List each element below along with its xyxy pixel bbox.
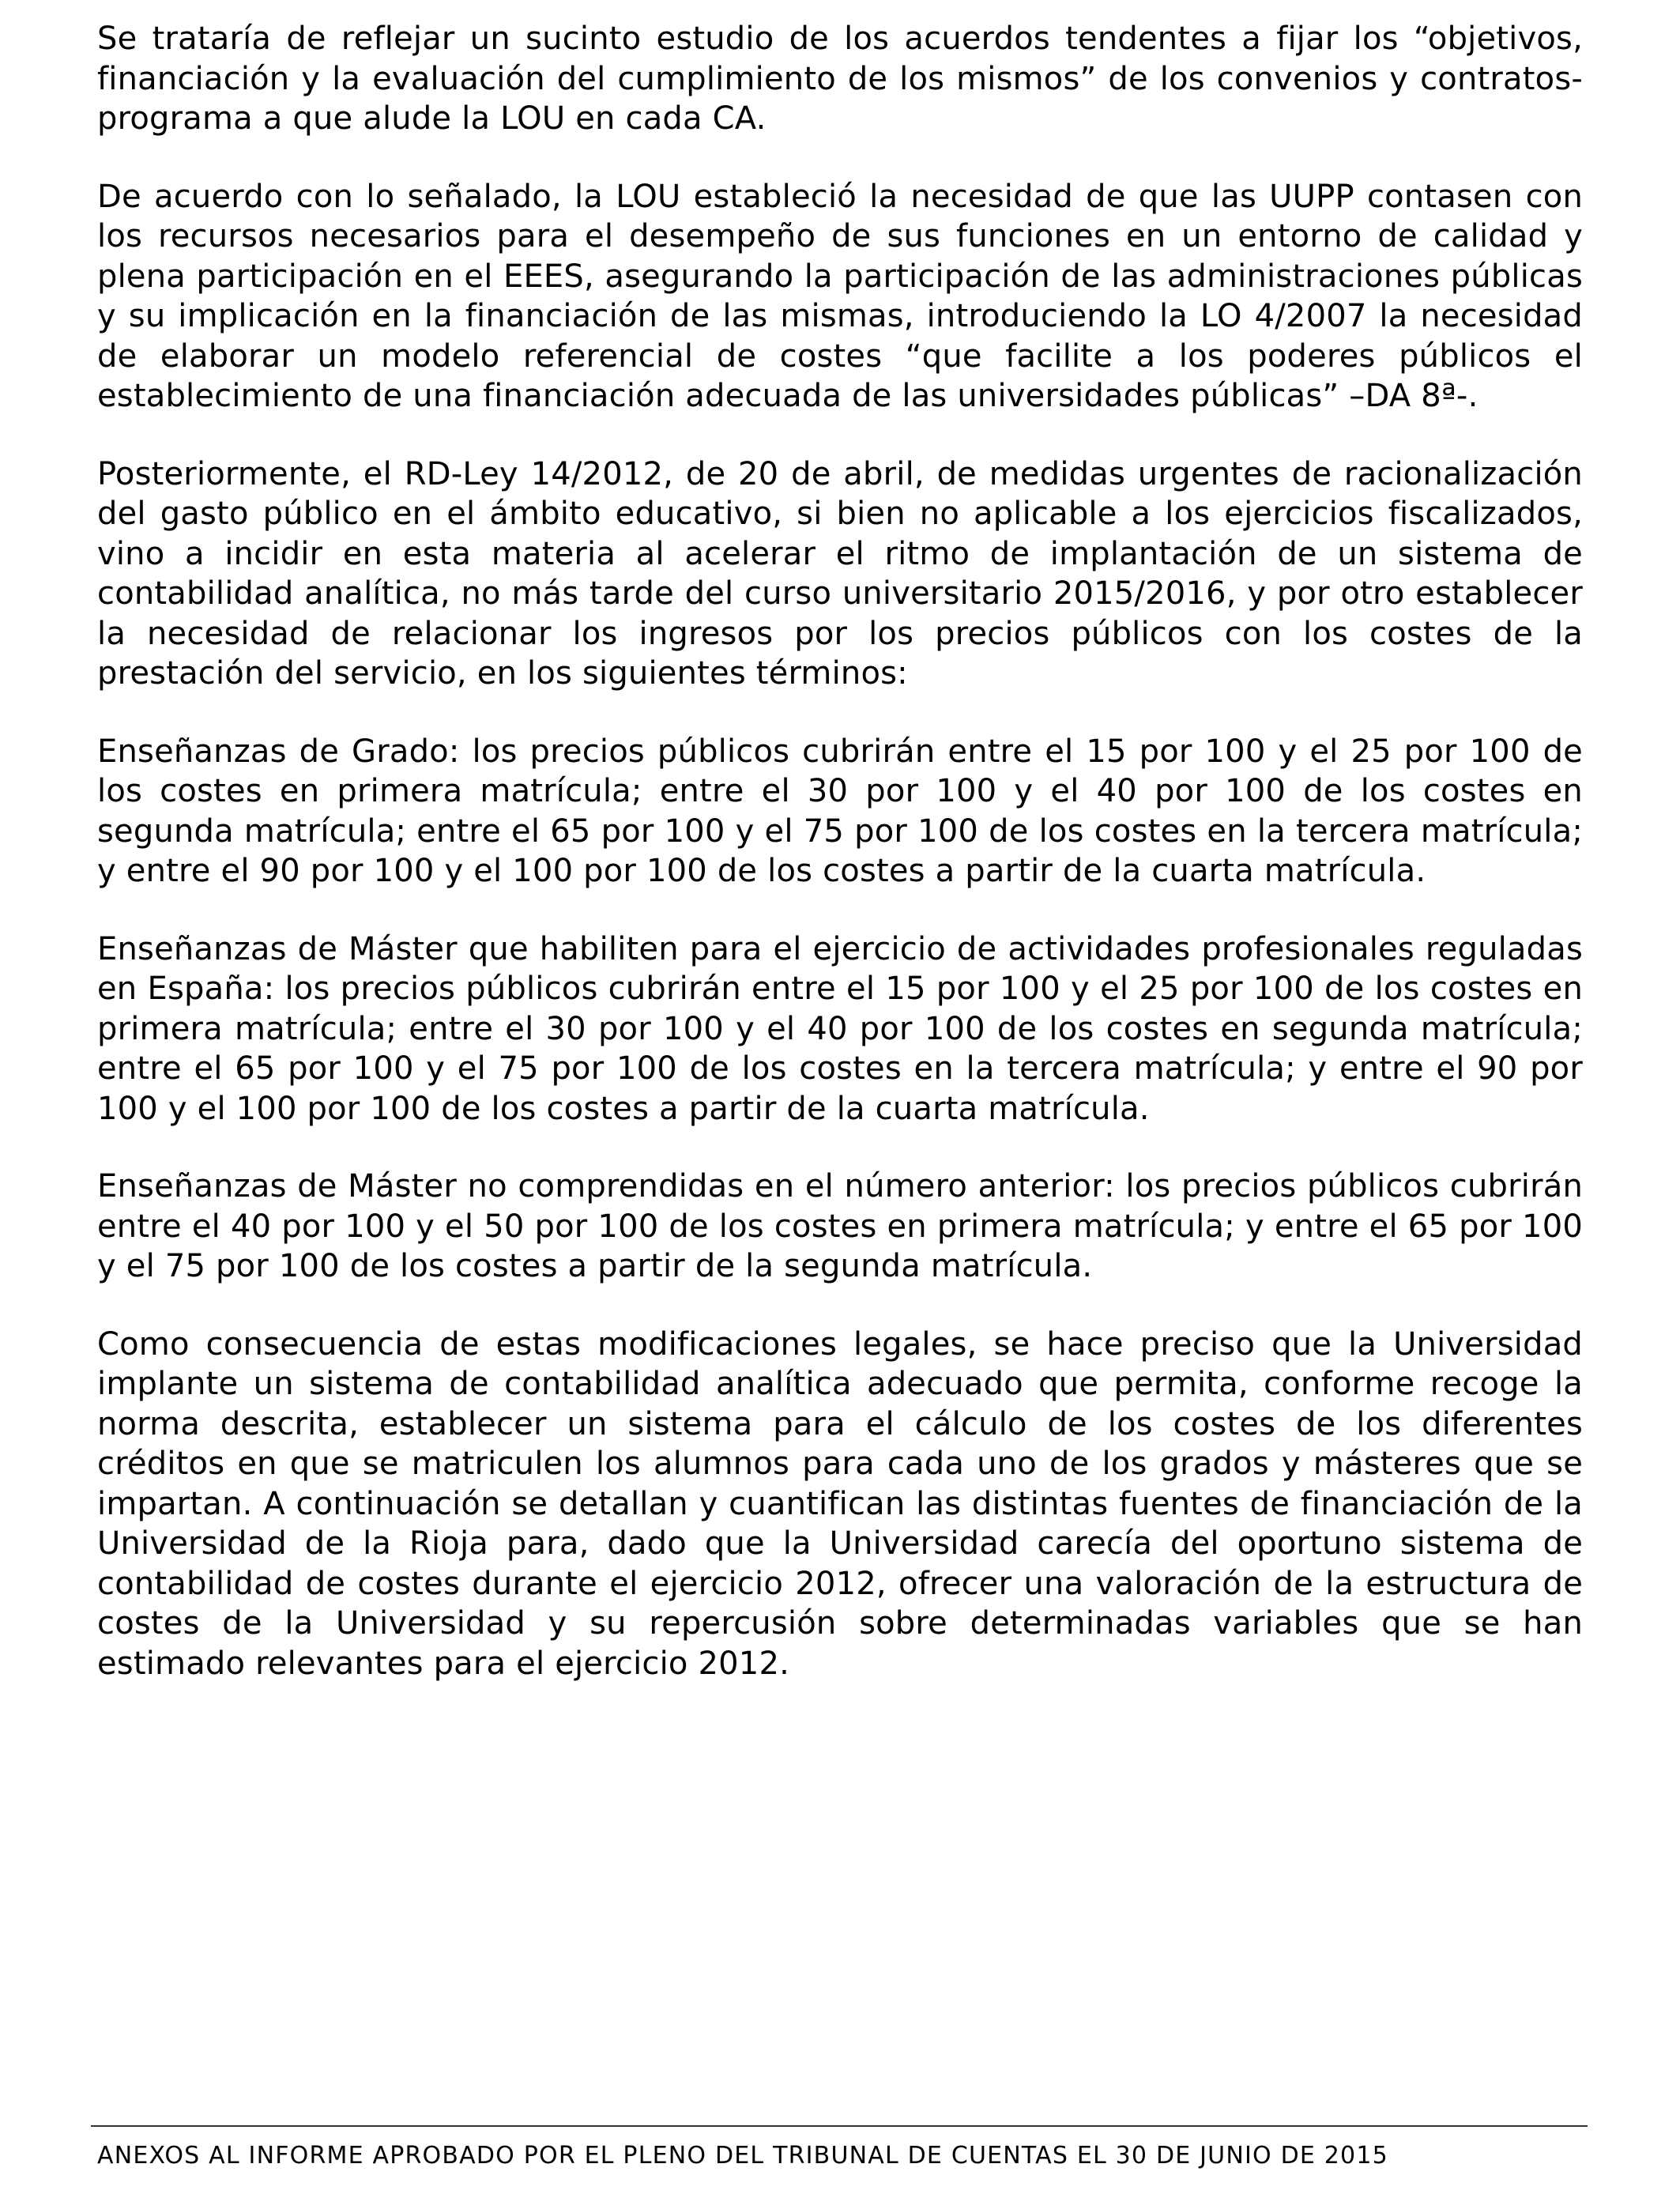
paragraph-conclusion: Como consecuencia de estas modificaciones legales, se hace preciso que la Universidad implante un sistema de contabilidad analítica adecuado que permita, conforme recoge la norma descrita, establecer un sistema para el cálculo de los costes de los diferentes créditos en que se matriculen los alumnos para cada uno de los grados y másteres que se impartan. A continuación se detallan y cuantifican las distintas fuentes de financiación de la Universidad de la Rioja para, dado que la Universidad carecía del oportuno sistema de contabilidad de costes durante el ejercicio 2012, ofrecer una valoración de la estructura de costes de la Universidad y su repercusión sobre determinadas variables que se han estimado relevantes para el ejercicio 2012. <box>97 1325 1583 1682</box>
paragraph-master-habilitante: Enseñanzas de Máster que habiliten para el ejercicio de actividades profesionales reguladas en España: los precios públicos cubrirán entre el 15 por 100 y el 25 por 100 de los costes en primera matrícula; entre el 30 por 100 y el 40 por 100 de los costes en segunda matrícula; entre el 65 por 100 y el 75 por 100 de los costes en la tercera matrícula; y entre el 90 por 100 y el 100 por 100 de los costes a partir de la cuarta matrícula. <box>97 930 1583 1127</box>
paragraph-intro: Se trataría de reflejar un sucinto estudio de los acuerdos tendentes a fijar los “objetivos, financiación y la evaluación del cumplimiento de los mismos” de los convenios y contratos-programa a que alude la LOU en cada CA. <box>97 21 1583 137</box>
paragraph-rd-ley: Posteriormente, el RD-Ley 14/2012, de 20 de abril, de medidas urgentes de racionalización del gasto público en el ámbito educativo, si bien no aplicable a los ejercicios fiscalizados, vino a incidir en esta materia al acelerar el ritmo de implantación de un sistema de contabilidad analítica, no más tarde del curso universitario 2015/2016, y por otro establecer la necesidad de relacionar los ingresos por los precios públicos con los costes de la prestación del servicio, en los siguientes términos: <box>97 455 1583 692</box>
footer-divider <box>91 2125 1588 2127</box>
page-footer: ANEXOS AL INFORME APROBADO POR EL PLENO DEL TRIBUNAL DE CUENTAS EL 30 DE JUNIO DE 2015 <box>97 2142 1388 2169</box>
document-body <box>97 19 1583 1721</box>
paragraph-grado: Enseñanzas de Grado: los precios públicos cubrirán entre el 15 por 100 y el 25 por 100 de los costes en primera matrícula; entre el 30 por 100 y el 40 por 100 de los costes en segunda matrícula; entre el 65 por 100 y el 75 por 100 de los costes en la tercera matrícula; y entre el 90 por 100 y el 100 por 100 de los costes a partir de la cuarta matrícula. <box>97 733 1583 889</box>
paragraph-master-otros: Enseñanzas de Máster no comprendidas en el número anterior: los precios públicos cubrirán entre el 40 por 100 y el 50 por 100 de los costes en primera matrícula; y entre el 65 por 100 y el 75 por 100 de los costes a partir de la segunda matrícula. <box>97 1168 1583 1284</box>
paragraph-lou: De acuerdo con lo señalado, la LOU estableció la necesidad de que las UUPP contasen con los recursos necesarios para el desempeño de sus funciones en un entorno de calidad y plena participación en el EEES, asegurando la participación de las administraciones públicas y su implicación en la financiación de las mismas, introduciendo la LO 4/2007 la necesidad de elaborar un modelo referencial de costes “que facilite a los poderes públicos el establecimiento de una financiación adecuada de las universidades públicas” –DA 8ª-. <box>97 178 1583 414</box>
